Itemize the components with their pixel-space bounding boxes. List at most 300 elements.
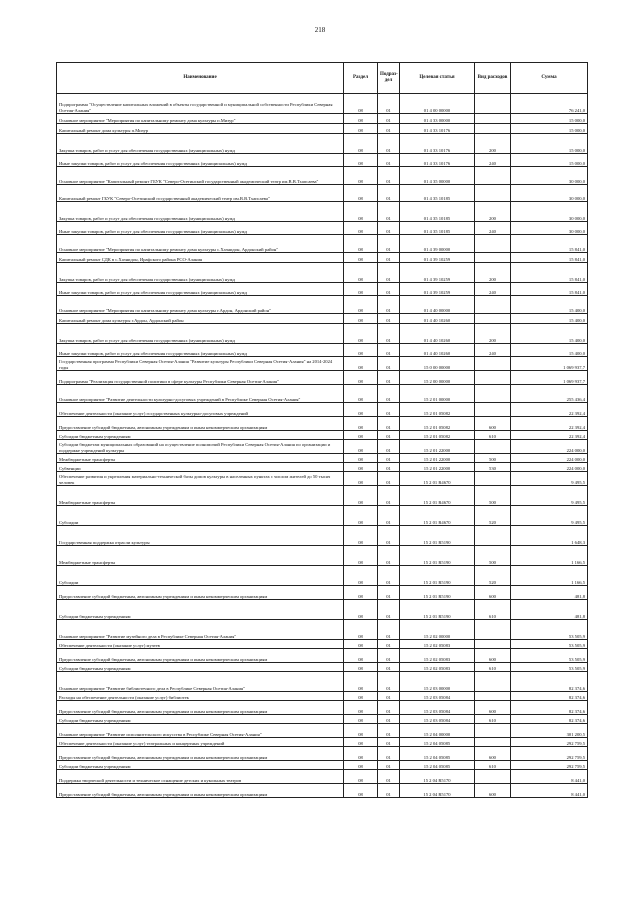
- cell-subsection: 01: [378, 663, 400, 672]
- cell-name: Поддержка творческой деятельности и техническое оснащение детских и кукольных театров: [57, 770, 344, 784]
- cell-expense-type: [475, 770, 511, 784]
- cell-name: Субсидии бюджетным учреждениям: [57, 663, 344, 672]
- cell-name: Иные закупки товаров, работ и услуг для обеспечения государственных (муниципальных) нужд: [57, 222, 344, 235]
- cell-target: 15 2 01 R4670: [400, 506, 475, 526]
- cell-name: Предоставление субсидий бюджетным, автономным учреждениям и иным некоммерческим организациям: [57, 701, 344, 715]
- cell-target: 15 2 01 R4670: [400, 486, 475, 506]
- cell-target: 01 4 33 10176: [400, 124, 475, 134]
- cell-amount: 76 241,0: [511, 94, 588, 114]
- header-target: Целевая статья: [400, 63, 475, 94]
- cell-subsection: 01: [378, 649, 400, 663]
- cell-target: 01 4 33 10176: [400, 134, 475, 154]
- cell-name: Обеспечение деятельности (оказание услуг) государственных культурно-досуговых учреждений: [57, 403, 344, 417]
- table-row: [57, 649, 588, 663]
- cell-expense-type: [475, 371, 511, 385]
- cell-amount: 15 000,0: [511, 124, 588, 134]
- cell-expense-type: 240: [475, 283, 511, 296]
- cell-amount: 8 441,0: [511, 770, 588, 784]
- cell-amount: 1 069 937,7: [511, 357, 588, 371]
- cell-amount: 15 841,0: [511, 253, 588, 263]
- cell-section: 08: [344, 649, 378, 663]
- cell-subsection: 01: [378, 185, 400, 202]
- cell-expense-type: [475, 357, 511, 371]
- cell-name: Субсидии бюджетным учреждениям: [57, 715, 344, 724]
- cell-target: 15 2 04 00000: [400, 724, 475, 738]
- cell-amount: 53 505,9: [511, 640, 588, 649]
- table-row: [57, 784, 588, 798]
- cell-section: 08: [344, 663, 378, 672]
- cell-target: 15 2 04 05085: [400, 738, 475, 747]
- cell-name: Межбюджетные трансферты: [57, 454, 344, 463]
- cell-subsection: 01: [378, 94, 400, 114]
- table-row: [57, 640, 588, 649]
- cell-expense-type: [475, 253, 511, 263]
- cell-name: Основное мероприятие "Развитие библиотечного дела в Республике Северная Осетия-Алания": [57, 672, 344, 692]
- cell-amount: 481,8: [511, 600, 588, 620]
- table-row: [57, 692, 588, 701]
- cell-section: 08: [344, 784, 378, 798]
- cell-expense-type: 500: [475, 546, 511, 566]
- table-row: [57, 403, 588, 417]
- cell-name: Предоставление субсидий бюджетным, автономным учреждениям и иным некоммерческим организациям: [57, 784, 344, 798]
- table-row: [57, 235, 588, 253]
- cell-name: Субсидии бюджетам муниципальных образований на осуществление полномочий Республики Северная Осетия-Алания по организации и поддержке учреждений культуры: [57, 440, 344, 454]
- cell-target: 15 2 01 05082: [400, 417, 475, 431]
- table-row: [57, 600, 588, 620]
- cell-section: 08: [344, 724, 378, 738]
- cell-section: 08: [344, 154, 378, 167]
- cell-section: 08: [344, 526, 378, 546]
- cell-subsection: 01: [378, 124, 400, 134]
- cell-expense-type: [475, 114, 511, 124]
- cell-target: 15 2 04 R5170: [400, 784, 475, 798]
- cell-target: 15 2 01 R5190: [400, 546, 475, 566]
- cell-name: Обеспечение развития и укрепления материально-технической базы домов культуры в населенных пунктах с числом жителей до 50 тысяч человек: [57, 472, 344, 486]
- table-row: [57, 357, 588, 371]
- cell-section: 08: [344, 747, 378, 761]
- cell-subsection: 01: [378, 472, 400, 486]
- cell-target: 01 4 35 10185: [400, 202, 475, 222]
- cell-subsection: 01: [378, 770, 400, 784]
- cell-amount: 82 374,6: [511, 672, 588, 692]
- cell-subsection: 01: [378, 154, 400, 167]
- cell-amount: 30 000,0: [511, 167, 588, 185]
- cell-target: 15 2 03 05084: [400, 701, 475, 715]
- cell-target: 15 2 02 05083: [400, 640, 475, 649]
- cell-amount: 481,8: [511, 586, 588, 600]
- table-row: [57, 546, 588, 566]
- cell-expense-type: [475, 403, 511, 417]
- cell-expense-type: 200: [475, 134, 511, 154]
- header-subsection: Подраз-дел: [378, 63, 400, 94]
- cell-section: 08: [344, 94, 378, 114]
- cell-section: 08: [344, 134, 378, 154]
- cell-subsection: 01: [378, 747, 400, 761]
- table-row: [57, 440, 588, 454]
- cell-section: 08: [344, 672, 378, 692]
- table-row: [57, 738, 588, 747]
- cell-amount: 82 374,6: [511, 692, 588, 701]
- cell-amount: 9 495,5: [511, 472, 588, 486]
- cell-subsection: 01: [378, 715, 400, 724]
- cell-expense-type: 610: [475, 600, 511, 620]
- cell-amount: 22 392,4: [511, 431, 588, 440]
- cell-expense-type: 530: [475, 463, 511, 472]
- cell-name: Предоставление субсидий бюджетным, автономным учреждениям и иным некоммерческим организациям: [57, 649, 344, 663]
- cell-amount: 255 436,4: [511, 385, 588, 403]
- cell-name: Обеспечение деятельности (оказание услуг) музеев: [57, 640, 344, 649]
- cell-expense-type: 520: [475, 506, 511, 526]
- cell-amount: 1 166,5: [511, 546, 588, 566]
- cell-subsection: 01: [378, 417, 400, 431]
- cell-amount: 22 392,4: [511, 403, 588, 417]
- cell-expense-type: 610: [475, 431, 511, 440]
- table-row: [57, 185, 588, 202]
- cell-target: 01 4 35 10185: [400, 222, 475, 235]
- cell-target: 15 0 00 00000: [400, 357, 475, 371]
- cell-section: 08: [344, 440, 378, 454]
- cell-section: 08: [344, 463, 378, 472]
- cell-target: 15 2 01 R5190: [400, 586, 475, 600]
- cell-name: Иные закупки товаров, работ и услуг для обеспечения государственных (муниципальных) нужд: [57, 344, 344, 357]
- cell-section: 08: [344, 185, 378, 202]
- cell-subsection: 01: [378, 486, 400, 506]
- cell-subsection: 01: [378, 701, 400, 715]
- table-row: [57, 324, 588, 344]
- cell-section: 08: [344, 431, 378, 440]
- table-row: [57, 454, 588, 463]
- table-row: [57, 586, 588, 600]
- cell-subsection: 01: [378, 283, 400, 296]
- cell-target: 01 4 00 00000: [400, 94, 475, 114]
- cell-amount: 15 400,0: [511, 324, 588, 344]
- cell-name: Основное мероприятие "Капитальный ремонт ГБУК "Северо-Осетинский государственный академический театр им.В.В.Тхапсаева": [57, 167, 344, 185]
- cell-name: Подпрограмма "Осуществление капитальных вложений в объекты государственной и муниципальной собственности Республики Северная Осетия-Алания": [57, 94, 344, 114]
- cell-section: 08: [344, 715, 378, 724]
- cell-target: 01 4 33 00000: [400, 114, 475, 124]
- table-row: [57, 526, 588, 546]
- cell-section: 08: [344, 640, 378, 649]
- cell-expense-type: [475, 385, 511, 403]
- cell-name: Государственная программа Республики Северная Осетия-Алания "Развитие культуры Республики Северная Осетия-Алания" на 2014-2024 годы: [57, 357, 344, 371]
- cell-subsection: 01: [378, 114, 400, 124]
- table-header-row: [57, 63, 588, 94]
- cell-section: 08: [344, 701, 378, 715]
- cell-expense-type: 600: [475, 701, 511, 715]
- cell-amount: 9 495,5: [511, 486, 588, 506]
- cell-amount: 8 441,0: [511, 784, 588, 798]
- cell-expense-type: 240: [475, 154, 511, 167]
- table-row: [57, 371, 588, 385]
- cell-amount: 30 000,0: [511, 185, 588, 202]
- table-row: [57, 715, 588, 724]
- cell-amount: 224 000,0: [511, 463, 588, 472]
- table-row: [57, 283, 588, 296]
- cell-amount: 1 166,5: [511, 566, 588, 586]
- cell-amount: 224 000,0: [511, 454, 588, 463]
- cell-subsection: 01: [378, 566, 400, 586]
- cell-expense-type: 240: [475, 222, 511, 235]
- table-row: [57, 472, 588, 486]
- cell-section: 08: [344, 692, 378, 701]
- cell-amount: 224 000,0: [511, 440, 588, 454]
- table-row: [57, 431, 588, 440]
- cell-subsection: 01: [378, 263, 400, 283]
- table-row: [57, 770, 588, 784]
- cell-amount: 292 759,5: [511, 761, 588, 770]
- cell-name: Закупка товаров, работ и услуг для обеспечения государственных (муниципальных) нужд: [57, 134, 344, 154]
- cell-section: 08: [344, 222, 378, 235]
- cell-expense-type: [475, 185, 511, 202]
- cell-expense-type: [475, 738, 511, 747]
- cell-target: 15 2 03 05084: [400, 692, 475, 701]
- cell-subsection: 01: [378, 134, 400, 154]
- cell-amount: 15 400,0: [511, 344, 588, 357]
- cell-section: 08: [344, 324, 378, 344]
- cell-amount: 1 648,3: [511, 526, 588, 546]
- cell-section: 08: [344, 506, 378, 526]
- table-row: [57, 314, 588, 324]
- cell-subsection: 01: [378, 454, 400, 463]
- cell-section: 08: [344, 253, 378, 263]
- cell-subsection: 01: [378, 403, 400, 417]
- cell-subsection: 01: [378, 463, 400, 472]
- table-row: [57, 701, 588, 715]
- cell-amount: 30 000,0: [511, 202, 588, 222]
- cell-section: 08: [344, 202, 378, 222]
- cell-target: 01 4 39 10259: [400, 253, 475, 263]
- cell-target: 15 2 01 R5190: [400, 526, 475, 546]
- cell-name: Субсидии бюджетным учреждениям: [57, 761, 344, 770]
- cell-target: 01 4 35 00000: [400, 167, 475, 185]
- cell-section: 08: [344, 761, 378, 770]
- cell-expense-type: [475, 724, 511, 738]
- cell-name: Обеспечение деятельности (оказание услуг) театральных и концертных учреждений: [57, 738, 344, 747]
- table-row: [57, 463, 588, 472]
- cell-subsection: 01: [378, 371, 400, 385]
- cell-target: 15 2 03 05084: [400, 715, 475, 724]
- cell-subsection: 01: [378, 440, 400, 454]
- cell-subsection: 01: [378, 692, 400, 701]
- table-row: [57, 202, 588, 222]
- table-row: [57, 724, 588, 738]
- table-row: [57, 385, 588, 403]
- cell-expense-type: [475, 124, 511, 134]
- cell-expense-type: 520: [475, 566, 511, 586]
- cell-name: Основное мероприятие "Мероприятия по капитальному ремонту дома культуры г.Ардон, Ардонский район": [57, 296, 344, 314]
- cell-amount: 15 400,0: [511, 314, 588, 324]
- cell-subsection: 01: [378, 526, 400, 546]
- cell-target: 01 4 40 10260: [400, 324, 475, 344]
- table-row: [57, 761, 588, 770]
- cell-subsection: 01: [378, 738, 400, 747]
- cell-expense-type: 610: [475, 715, 511, 724]
- cell-name: Межбюджетные трансферты: [57, 546, 344, 566]
- cell-expense-type: 200: [475, 263, 511, 283]
- cell-expense-type: 600: [475, 586, 511, 600]
- cell-subsection: 01: [378, 202, 400, 222]
- cell-expense-type: [475, 640, 511, 649]
- cell-amount: 15 000,0: [511, 114, 588, 124]
- cell-section: 08: [344, 296, 378, 314]
- cell-name: Капитальный ремонт ГБУК "Северо-Осетинский государственный академический театр им.В.В.Тхапсаева": [57, 185, 344, 202]
- cell-amount: 9 495,5: [511, 506, 588, 526]
- cell-expense-type: 610: [475, 761, 511, 770]
- cell-amount: 15 000,0: [511, 134, 588, 154]
- cell-section: 08: [344, 385, 378, 403]
- cell-section: 08: [344, 770, 378, 784]
- cell-target: 15 2 02 05083: [400, 649, 475, 663]
- cell-subsection: 01: [378, 784, 400, 798]
- cell-subsection: 01: [378, 586, 400, 600]
- cell-name: Закупка товаров, работ и услуг для обеспечения государственных (муниципальных) нужд: [57, 263, 344, 283]
- cell-target: 01 4 39 10259: [400, 263, 475, 283]
- cell-amount: 301 200,5: [511, 724, 588, 738]
- cell-target: 15 2 01 05082: [400, 403, 475, 417]
- table-row: [57, 263, 588, 283]
- cell-target: 01 4 40 10260: [400, 314, 475, 324]
- cell-target: 15 2 01 22000: [400, 463, 475, 472]
- cell-expense-type: 500: [475, 486, 511, 506]
- cell-amount: 15 841,0: [511, 235, 588, 253]
- table-row: [57, 486, 588, 506]
- table-row: [57, 566, 588, 586]
- cell-expense-type: [475, 94, 511, 114]
- cell-name: Субвенции: [57, 463, 344, 472]
- cell-amount: 292 759,5: [511, 738, 588, 747]
- cell-section: 08: [344, 472, 378, 486]
- page-number: 218: [314, 26, 326, 34]
- cell-name: Предоставление субсидий бюджетным, автономным учреждениям и иным некоммерческим организациям: [57, 586, 344, 600]
- cell-name: Государственная поддержка отрасли культуры: [57, 526, 344, 546]
- cell-name: Субсидии: [57, 566, 344, 586]
- header-name: Наименование: [57, 63, 344, 94]
- cell-subsection: 01: [378, 385, 400, 403]
- cell-name: Иные закупки товаров, работ и услуг для обеспечения государственных (муниципальных) нужд: [57, 283, 344, 296]
- cell-target: 15 2 04 R5170: [400, 770, 475, 784]
- cell-name: Основное мероприятие "Развитие исполнительского искусства в Республике Северная Осетия-Алания": [57, 724, 344, 738]
- cell-amount: 15 400,0: [511, 296, 588, 314]
- cell-name: Предоставление субсидий бюджетным, автономным учреждениям и иным некоммерческим организациям: [57, 747, 344, 761]
- table-row: [57, 672, 588, 692]
- cell-name: Межбюджетные трансферты: [57, 486, 344, 506]
- cell-name: Субсидии бюджетным учреждениям: [57, 431, 344, 440]
- cell-target: 15 2 02 00000: [400, 620, 475, 640]
- table-row: [57, 134, 588, 154]
- cell-amount: 30 000,0: [511, 222, 588, 235]
- cell-target: 15 2 03 00000: [400, 672, 475, 692]
- cell-expense-type: 240: [475, 344, 511, 357]
- cell-name: Основное мероприятие "Развитие музейного дела в Республике Северная Осетия-Алания": [57, 620, 344, 640]
- cell-name: Субсидии: [57, 506, 344, 526]
- cell-target: 01 4 40 00000: [400, 296, 475, 314]
- table-body: [57, 94, 588, 798]
- cell-expense-type: 600: [475, 784, 511, 798]
- cell-section: 08: [344, 738, 378, 747]
- cell-target: 15 2 01 22000: [400, 454, 475, 463]
- cell-expense-type: [475, 314, 511, 324]
- cell-expense-type: 600: [475, 747, 511, 761]
- header-section: Раздел: [344, 63, 378, 94]
- table-row: [57, 124, 588, 134]
- cell-name: Иные закупки товаров, работ и услуг для обеспечения государственных (муниципальных) нужд: [57, 154, 344, 167]
- table-row: [57, 296, 588, 314]
- cell-subsection: 01: [378, 314, 400, 324]
- cell-section: 08: [344, 403, 378, 417]
- cell-name: Капитальный ремонт СДК в с.Хазнидон, Ирафского района РСО-Алания: [57, 253, 344, 263]
- cell-target: 15 2 01 R4670: [400, 472, 475, 486]
- cell-target: 15 2 04 05085: [400, 747, 475, 761]
- cell-target: 01 4 39 00000: [400, 235, 475, 253]
- cell-expense-type: [475, 235, 511, 253]
- cell-target: 15 2 01 05082: [400, 431, 475, 440]
- table-row: [57, 253, 588, 263]
- cell-section: 08: [344, 114, 378, 124]
- cell-subsection: 01: [378, 506, 400, 526]
- cell-subsection: 01: [378, 296, 400, 314]
- cell-expense-type: 610: [475, 663, 511, 672]
- cell-amount: 15 841,0: [511, 263, 588, 283]
- cell-expense-type: 500: [475, 454, 511, 463]
- cell-name: Основное мероприятие "Развитие деятельности культурно-досуговых учреждений в Республике Северная Осетия-Алания": [57, 385, 344, 403]
- cell-section: 08: [344, 167, 378, 185]
- cell-name: Закупка товаров, работ и услуг для обеспечения государственных (муниципальных) нужд: [57, 324, 344, 344]
- cell-subsection: 01: [378, 235, 400, 253]
- cell-expense-type: [475, 296, 511, 314]
- cell-amount: 82 374,6: [511, 715, 588, 724]
- cell-name: Основное мероприятие "Мероприятия по капитальному ремонту дома культуры с.Хазнидон, Ардонский район": [57, 235, 344, 253]
- cell-expense-type: 200: [475, 202, 511, 222]
- budget-table: [56, 62, 588, 798]
- table-row: [57, 154, 588, 167]
- cell-section: 08: [344, 566, 378, 586]
- cell-expense-type: 600: [475, 649, 511, 663]
- table-row: [57, 167, 588, 185]
- cell-amount: 53 505,9: [511, 620, 588, 640]
- table-row: [57, 747, 588, 761]
- cell-expense-type: [475, 472, 511, 486]
- cell-subsection: 01: [378, 546, 400, 566]
- cell-section: 08: [344, 371, 378, 385]
- cell-section: 08: [344, 235, 378, 253]
- cell-subsection: 01: [378, 724, 400, 738]
- table-row: [57, 506, 588, 526]
- cell-amount: 22 392,4: [511, 417, 588, 431]
- cell-name: Капитальный ремонт дома культуры п.Мизур: [57, 124, 344, 134]
- cell-target: 01 4 40 10260: [400, 344, 475, 357]
- cell-target: 15 2 02 05083: [400, 663, 475, 672]
- cell-expense-type: 200: [475, 324, 511, 344]
- cell-section: 08: [344, 586, 378, 600]
- cell-target: 15 2 01 R5190: [400, 566, 475, 586]
- cell-subsection: 01: [378, 640, 400, 649]
- cell-subsection: 01: [378, 253, 400, 263]
- table-row: [57, 620, 588, 640]
- cell-name: Предоставление субсидий бюджетным, автономным учреждениям и иным некоммерческим организациям: [57, 417, 344, 431]
- cell-section: 08: [344, 124, 378, 134]
- cell-amount: 82 374,6: [511, 701, 588, 715]
- cell-subsection: 01: [378, 344, 400, 357]
- cell-section: 08: [344, 620, 378, 640]
- cell-subsection: 01: [378, 672, 400, 692]
- cell-section: 08: [344, 357, 378, 371]
- cell-subsection: 01: [378, 324, 400, 344]
- cell-target: 15 2 01 00000: [400, 385, 475, 403]
- table-row: [57, 344, 588, 357]
- cell-expense-type: [475, 620, 511, 640]
- cell-expense-type: [475, 167, 511, 185]
- table-row: [57, 663, 588, 672]
